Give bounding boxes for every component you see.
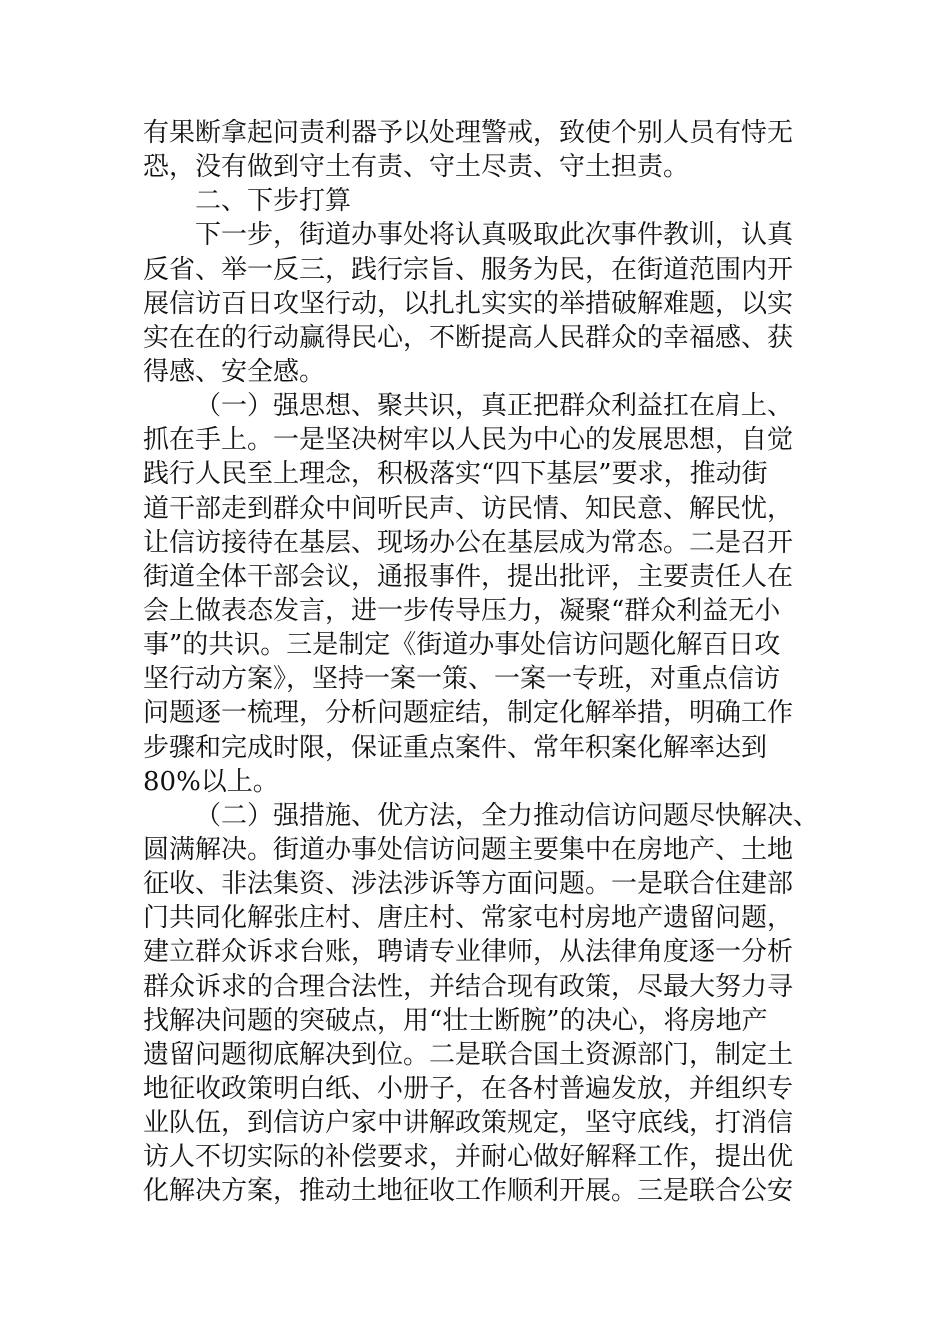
text-line: 街道全体干部会议，通报事件，提出批评，主要责任人在 xyxy=(143,561,794,592)
text-line: 访人不切实际的补偿要求，并耐心做好解释工作，提出优 xyxy=(143,1142,794,1173)
text-line: 抓在手上。一是坚决树牢以人民为中心的发展思想，自觉 xyxy=(143,425,794,456)
text-line: 实在在的行动赢得民心，不断提高人民群众的幸福感、获 xyxy=(143,322,794,353)
text-line: 业队伍，到信访户家中讲解政策规定，坚守底线，打消信 xyxy=(143,1108,794,1139)
text-line: 80%以上。 xyxy=(143,766,279,797)
text-line: 事”的共识。三是制定《街道办事处信访问题化解百日攻 xyxy=(143,630,781,661)
text-line: 展信访百日攻坚行动，以扎扎实实的举措破解难题，以实 xyxy=(143,288,794,319)
text-line: 化解决方案，推动土地征收工作顺利开展。三是联合公安 xyxy=(143,1176,794,1207)
text-line: 反省、举一反三，践行宗旨、服务为民，在街道范围内开 xyxy=(143,254,794,285)
text-line: 征收、非法集资、涉法涉诉等方面问题。一是联合住建部 xyxy=(143,869,794,900)
subsection-heading-1: （一）强思想、聚共识，真正把群众利益扛在肩上、 xyxy=(195,391,794,422)
subsection-heading-2: （二）强措施、优方法，全力推动信访问题尽快解决、 xyxy=(195,800,820,831)
text-line: 道干部走到群众中间听民声、访民情、知民意、解民忧， xyxy=(143,493,794,524)
text-line: 步骤和完成时限，保证重点案件、常年积案化解率达到 xyxy=(143,732,768,763)
text-line: 会上做表态发言，进一步传导压力，凝聚“群众利益无小 xyxy=(143,595,781,626)
text-line: 得感、安全感。 xyxy=(143,356,326,387)
text-line: 恐，没有做到守土有责、守土尽责、守土担责。 xyxy=(143,152,690,183)
text-line: 地征收政策明白纸、小册子，在各村普遍发放，并组织专 xyxy=(143,1073,794,1104)
document-body xyxy=(143,116,833,1209)
text-line: 践行人民至上理念，积极落实“四下基层”要求，推动街 xyxy=(143,459,768,490)
text-line: 遗留问题彻底解决到位。二是联合国土资源部门，制定土 xyxy=(143,1039,794,1070)
text-line: 群众诉求的合理合法性，并结合现有政策，尽最大努力寻 xyxy=(143,971,794,1002)
text-line: 坚行动方案》，坚持一案一策、一案一专班，对重点信访 xyxy=(143,664,781,695)
text-line: 建立群众诉求台账，聘请专业律师，从法律角度逐一分析 xyxy=(143,937,794,968)
text-line: 圆满解决。街道办事处信访问题主要集中在房地产、土地 xyxy=(143,834,794,865)
text-line: 找解决问题的突破点，用“壮士断腕”的决心，将房地产 xyxy=(143,1005,768,1036)
text-line: 下一步，街道办事处将认真吸取此次事件教训，认真 xyxy=(195,220,794,251)
text-line: 有果断拿起问责利器予以处理警戒，致使个别人员有恃无 xyxy=(143,118,794,148)
text-line: 让信访接待在基层、现场办公在基层成为常态。二是召开 xyxy=(143,527,794,558)
section-heading: 二、下步打算 xyxy=(195,186,352,217)
text-line: 问题逐一梳理，分析问题症结，制定化解举措，明确工作 xyxy=(143,698,794,729)
text-line: 门共同化解张庄村、唐庄村、常家屯村房地产遗留问题， xyxy=(143,903,794,934)
